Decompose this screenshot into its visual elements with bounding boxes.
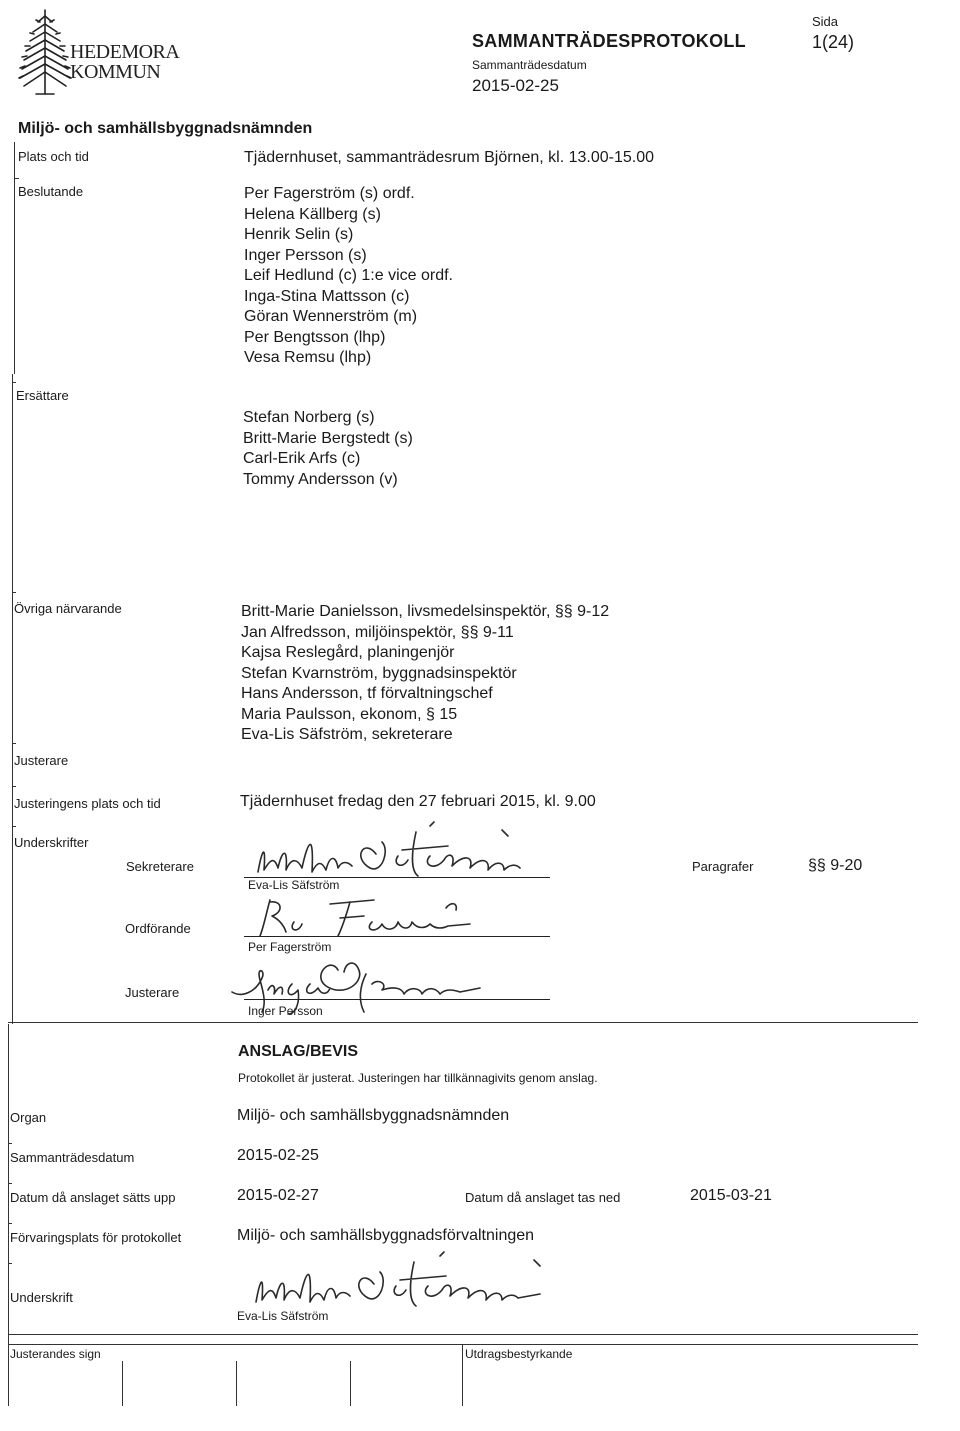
- adjuster-label: Justerare: [14, 753, 69, 768]
- list-item: Stefan Norberg (s): [243, 409, 375, 426]
- list-item: Hans Andersson, tf förvaltningschef: [241, 685, 493, 702]
- chair-name: Per Fagerström: [248, 940, 332, 954]
- list-item: Vesa Remsu (lhp): [244, 349, 372, 366]
- removed-label: Datum då anslaget tas ned: [465, 1190, 621, 1205]
- separator-line: [12, 382, 16, 383]
- notice-signature-name: Eva-Lis Säfström: [237, 1309, 329, 1323]
- chair-signature-line: [244, 936, 550, 937]
- paragraphs-label: Paragrafer: [692, 859, 754, 874]
- removed-value: 2015-03-21: [690, 1187, 772, 1204]
- chair-signature: [250, 892, 490, 938]
- adjusters-sign-label: Justerandes sign: [10, 1347, 101, 1361]
- list-item: Maria Paulsson, ekonom, § 15: [241, 705, 458, 723]
- deciding-label: Beslutande: [18, 184, 84, 199]
- paragraphs-value: §§ 9-20: [808, 857, 863, 874]
- list-item: Eva-Lis Säfström, sekreterare: [241, 726, 453, 743]
- list-item: Inga-Stina Mattsson (c): [244, 287, 410, 305]
- substitutes-label: Ersättare: [16, 388, 69, 403]
- place-label: Plats och tid: [18, 149, 89, 164]
- list-item: Helena Källberg (s): [244, 205, 381, 223]
- separator-line: [8, 1183, 12, 1184]
- list-item: Carl-Erik Arfs (c): [243, 450, 361, 467]
- notice-signature: [250, 1250, 550, 1312]
- org-name: [70, 42, 179, 82]
- separator-line: [14, 178, 19, 179]
- list-item: Jan Alfredsson, miljöinspektör, §§ 9-11: [241, 623, 514, 641]
- separator-line: [8, 1143, 12, 1144]
- secretary-label: Sekreterare: [126, 859, 194, 874]
- document-title: SAMMANTRÄDESPROTOKOLL: [472, 31, 746, 51]
- footer-divider: [8, 1344, 918, 1345]
- notice-subtitle: Protokollet är justerat. Justeringen har tillkännagivits genom anslag.: [238, 1071, 598, 1085]
- posted-label: Datum då anslaget sätts upp: [10, 1190, 176, 1205]
- separator-line: [12, 826, 16, 827]
- storage-value: Miljö- och samhällsbyggnadsförvaltningen: [237, 1227, 535, 1244]
- list-item: Britt-Marie Bergstedt (s): [243, 429, 413, 447]
- org-name-line1: HEDEMORA: [70, 41, 180, 63]
- left-border-line: [8, 1024, 9, 1334]
- list-item: Tommy Andersson (v): [243, 470, 398, 488]
- list-item: Per Bengtsson (lhp): [244, 328, 386, 346]
- list-item: Leif Hedlund (c) 1:e vice ordf.: [244, 267, 453, 284]
- others-list: [241, 602, 609, 746]
- separator-line: [12, 786, 16, 787]
- list-item: Britt-Marie Danielsson, livsmedelsinspektör, §§ 9-12: [241, 603, 610, 620]
- org-name-line2: KOMMUN: [70, 61, 161, 83]
- place-value: Tjädernhuset, sammanträdesrum Björnen, kl. 13.00-15.00: [244, 149, 654, 166]
- section-divider: [8, 1022, 918, 1023]
- sign-box-line: [122, 1361, 123, 1406]
- substitutes-list: [243, 408, 413, 490]
- board-name: Miljö- och samhällsbyggnadsnämnden: [18, 120, 313, 137]
- signature-label: Underskrift: [10, 1290, 73, 1305]
- notice-title: ANSLAG/BEVIS: [238, 1043, 359, 1060]
- adjust-place-value: Tjädernhuset fredag den 27 februari 2015, kl. 9.00: [240, 793, 596, 810]
- list-item: Stefan Kvarnström, byggnadsinspektör: [241, 664, 517, 682]
- storage-label: Förvaringsplats för protokollet: [10, 1230, 182, 1245]
- left-border-line: [12, 374, 13, 1024]
- meeting-date: 2015-02-25: [472, 76, 559, 95]
- footer-border-line: [8, 1334, 9, 1406]
- separator-line: [8, 1223, 12, 1224]
- deciding-list: [244, 184, 453, 369]
- chair-label: Ordförande: [125, 921, 191, 936]
- sign-box-line: [350, 1361, 351, 1406]
- separator-line: [12, 743, 16, 744]
- sign-box-line: [462, 1344, 463, 1406]
- others-label: Övriga närvarande: [14, 601, 122, 616]
- page-number: 1(24): [812, 32, 855, 52]
- posted-value: 2015-02-27: [237, 1187, 319, 1204]
- notice-date-value: 2015-02-25: [237, 1147, 319, 1164]
- left-border-line: [14, 142, 15, 374]
- sign-box-line: [236, 1361, 237, 1406]
- extract-label: Utdragsbestyrkande: [465, 1347, 573, 1361]
- adjuster-name: Inger Persson: [248, 1004, 323, 1018]
- notice-date-label: Sammanträdesdatum: [10, 1150, 135, 1165]
- separator-line: [8, 1263, 12, 1264]
- list-item: Per Fagerström (s) ordf.: [244, 185, 415, 202]
- list-item: Inger Persson (s): [244, 246, 367, 264]
- separator-line: [12, 592, 16, 593]
- signatures-label: Underskrifter: [14, 835, 89, 850]
- list-item: Kajsa Reslegård, planingenjör: [241, 644, 455, 661]
- organ-label: Organ: [10, 1110, 47, 1125]
- adjuster-signature-label: Justerare: [125, 985, 180, 1000]
- secretary-name: Eva-Lis Säfström: [248, 878, 340, 892]
- page-label: Sida: [812, 14, 839, 29]
- secretary-signature: [252, 820, 552, 882]
- list-item: Göran Wennerström (m): [244, 308, 418, 325]
- organ-value: Miljö- och samhällsbyggnadsnämnden: [237, 1107, 510, 1124]
- adjust-place-label: Justeringens plats och tid: [14, 796, 161, 811]
- meeting-date-label: Sammanträdesdatum: [472, 58, 587, 72]
- list-item: Henrik Selin (s): [244, 226, 354, 243]
- footer-divider: [8, 1334, 918, 1335]
- adjuster-signature-line: [244, 999, 550, 1000]
